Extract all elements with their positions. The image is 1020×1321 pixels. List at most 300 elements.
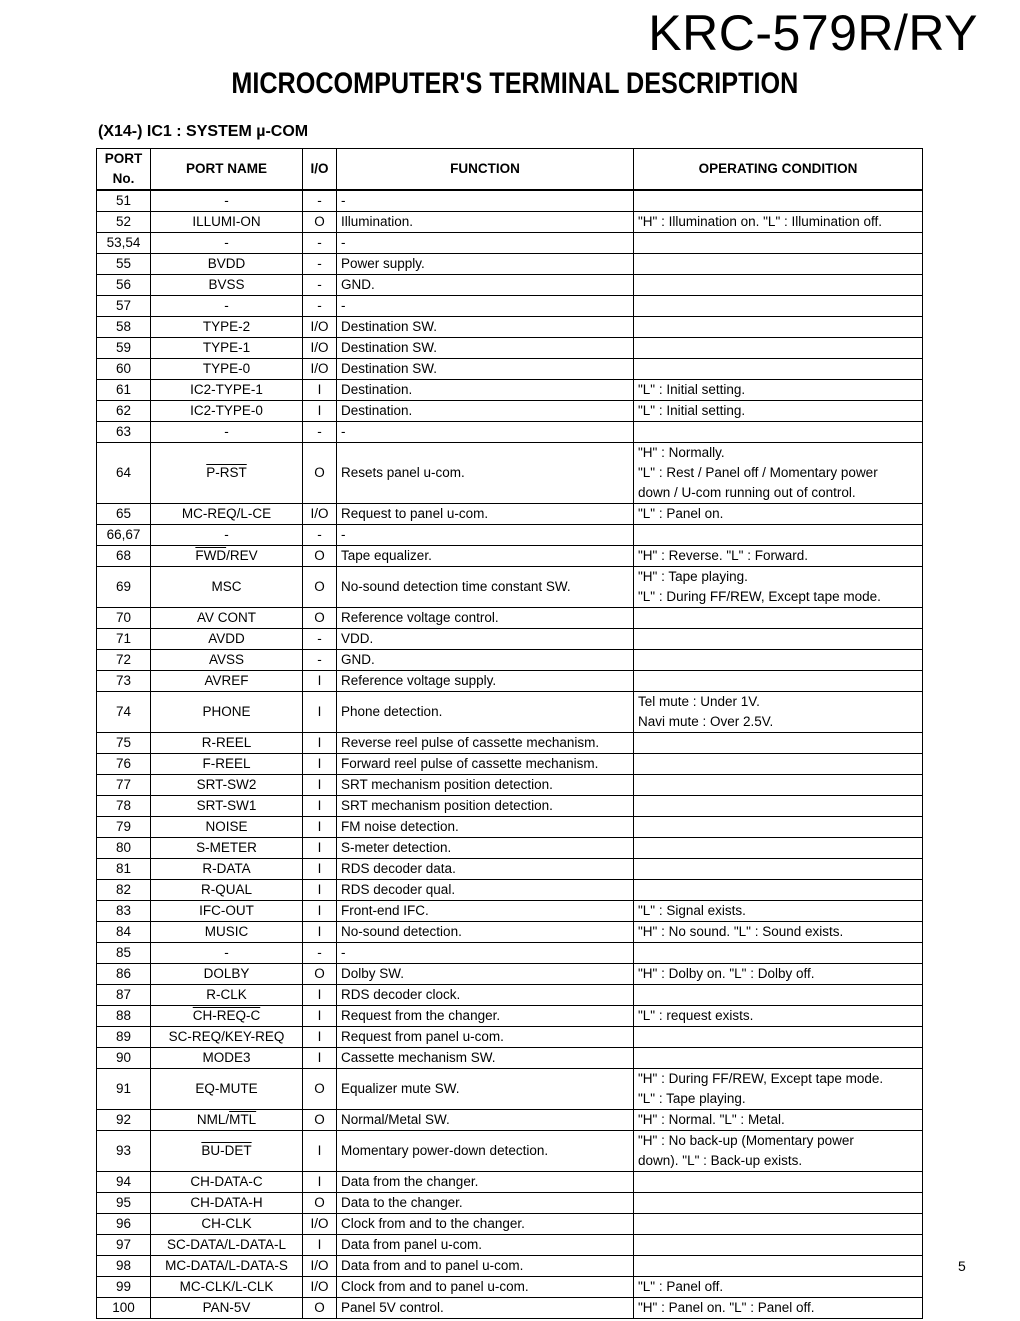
condition-line: "H" : Dolby on. "L" : Dolby off. — [638, 966, 815, 981]
operating-condition-cell — [634, 296, 923, 317]
io-cell: I — [303, 671, 337, 692]
col-header-io: I/O — [303, 149, 337, 191]
function-cell: Panel 5V control. — [337, 1298, 634, 1319]
operating-condition-cell — [634, 275, 923, 296]
io-cell: O — [303, 443, 337, 504]
port-name-cell: MC-REQ/L-CE — [151, 504, 303, 525]
function-cell: Destination SW. — [337, 317, 634, 338]
operating-condition-cell — [634, 1298, 923, 1319]
port-no-cell: 91 — [97, 1069, 151, 1110]
function-cell: Normal/Metal SW. — [337, 1110, 634, 1131]
table-body — [97, 190, 923, 1319]
port-no-cell: 100 — [97, 1298, 151, 1319]
port-name-part: $\overline{FWD}$ — [195, 548, 227, 563]
port-name-cell: SRT-SW1 — [151, 796, 303, 817]
function-cell: VDD. — [337, 629, 634, 650]
port-no-cell: 63 — [97, 422, 151, 443]
table-row — [97, 422, 923, 443]
table-row — [97, 567, 923, 608]
table-row — [97, 692, 923, 733]
operating-condition-cell — [634, 546, 923, 567]
port-no-cell: 99 — [97, 1277, 151, 1298]
table-row — [97, 1027, 923, 1048]
table-row — [97, 943, 923, 964]
port-no-cell: 71 — [97, 629, 151, 650]
port-name-cell: MC-DATA/L-DATA-S — [151, 1256, 303, 1277]
condition-line: "H" : Normal. "L" : Metal. — [638, 1112, 785, 1127]
table-row — [97, 880, 923, 901]
function-cell: No-sound detection. — [337, 922, 634, 943]
port-no-cell: 82 — [97, 880, 151, 901]
port-no-cell: 88 — [97, 1006, 151, 1027]
col-header-operating-condition: OPERATING CONDITION — [634, 149, 923, 191]
operating-condition-cell — [634, 359, 923, 380]
function-cell: - — [337, 233, 634, 254]
io-cell: I — [303, 380, 337, 401]
operating-condition-cell — [634, 943, 923, 964]
io-cell: I — [303, 1027, 337, 1048]
function-cell: Equalizer mute SW. — [337, 1069, 634, 1110]
io-cell: I — [303, 1048, 337, 1069]
io-cell: - — [303, 650, 337, 671]
port-no-cell: 58 — [97, 317, 151, 338]
io-cell: O — [303, 964, 337, 985]
function-cell: Illumination. — [337, 212, 634, 233]
table-row — [97, 838, 923, 859]
function-cell: RDS decoder qual. — [337, 880, 634, 901]
io-cell: O — [303, 1110, 337, 1131]
port-no-cell: 78 — [97, 796, 151, 817]
operating-condition-cell — [634, 859, 923, 880]
port-no-cell: 86 — [97, 964, 151, 985]
condition-line: Tel mute : Under 1V. — [638, 694, 760, 709]
operating-condition-cell — [634, 422, 923, 443]
io-cell: O — [303, 608, 337, 629]
port-name-cell: R-REEL — [151, 733, 303, 754]
table-row — [97, 775, 923, 796]
io-cell: O — [303, 546, 337, 567]
port-name-cell: TYPE-0 — [151, 359, 303, 380]
operating-condition-cell — [634, 380, 923, 401]
table-row — [97, 608, 923, 629]
port-no-cell: 55 — [97, 254, 151, 275]
table-row — [97, 964, 923, 985]
function-cell: GND. — [337, 275, 634, 296]
function-cell: Data to the changer. — [337, 1193, 634, 1214]
io-cell: I/O — [303, 317, 337, 338]
io-cell: I — [303, 733, 337, 754]
condition-line: down). "L" : Back-up exists. — [638, 1153, 803, 1168]
port-name-cell: S-METER — [151, 838, 303, 859]
function-cell: Destination. — [337, 380, 634, 401]
table-row — [97, 922, 923, 943]
io-cell: - — [303, 525, 337, 546]
port-no-cell: 61 — [97, 380, 151, 401]
port-no-cell: 74 — [97, 692, 151, 733]
io-cell: - — [303, 296, 337, 317]
operating-condition-cell — [634, 233, 923, 254]
table-row — [97, 525, 923, 546]
operating-condition-cell — [634, 775, 923, 796]
port-name-cell: - — [151, 525, 303, 546]
port-name-cell: EQ-MUTE — [151, 1069, 303, 1110]
port-no-cell: 68 — [97, 546, 151, 567]
port-no-cell: 90 — [97, 1048, 151, 1069]
operating-condition-cell — [634, 443, 923, 504]
operating-condition-cell — [634, 608, 923, 629]
table-row — [97, 1006, 923, 1027]
condition-line: "H" : No sound. "L" : Sound exists. — [638, 924, 844, 939]
port-name-cell: F-REEL — [151, 754, 303, 775]
operating-condition-cell — [634, 1027, 923, 1048]
condition-line: "L" : Rest / Panel off / Momentary power — [638, 465, 878, 480]
condition-line: "H" : During FF/REW, Except tape mode. — [638, 1071, 884, 1086]
operating-condition-cell — [634, 838, 923, 859]
io-cell: I — [303, 859, 337, 880]
table-row — [97, 1069, 923, 1110]
port-name-cell: SRT-SW2 — [151, 775, 303, 796]
io-cell: O — [303, 567, 337, 608]
io-cell: - — [303, 233, 337, 254]
port-name-active-low: CH-REQ-C — [192, 1008, 261, 1023]
table-row — [97, 754, 923, 775]
operating-condition-cell — [634, 1235, 923, 1256]
table-row — [97, 671, 923, 692]
function-cell: Request to panel u-com. — [337, 504, 634, 525]
io-cell: - — [303, 254, 337, 275]
operating-condition-cell — [634, 629, 923, 650]
table-row — [97, 254, 923, 275]
port-no-cell: 60 — [97, 359, 151, 380]
table-row — [97, 1277, 923, 1298]
function-cell: Momentary power-down detection. — [337, 1131, 634, 1172]
port-name-cell: - — [151, 296, 303, 317]
table-row — [97, 1172, 923, 1193]
condition-line: "L" : Panel off. — [638, 1279, 724, 1294]
port-name-cell — [151, 1006, 303, 1027]
port-no-cell: 72 — [97, 650, 151, 671]
port-no-cell: 62 — [97, 401, 151, 422]
port-name-cell: R-QUAL — [151, 880, 303, 901]
port-name-cell: BVSS — [151, 275, 303, 296]
port-name-part: $\overline{MTL}$ — [229, 1112, 257, 1127]
condition-line: "L" : Signal exists. — [638, 903, 746, 918]
port-no-cell: 92 — [97, 1110, 151, 1131]
operating-condition-cell — [634, 817, 923, 838]
table-row — [97, 859, 923, 880]
operating-condition-cell — [634, 254, 923, 275]
function-cell: No-sound detection time constant SW. — [337, 567, 634, 608]
operating-condition-cell — [634, 901, 923, 922]
operating-condition-cell — [634, 212, 923, 233]
operating-condition-cell — [634, 1110, 923, 1131]
function-cell: FM noise detection. — [337, 817, 634, 838]
section-subtitle: (X14-) IC1 : SYSTEM µ-COM — [98, 123, 309, 140]
operating-condition-cell — [634, 985, 923, 1006]
io-cell: I — [303, 1235, 337, 1256]
port-name-cell: - — [151, 233, 303, 254]
operating-condition-cell — [634, 1172, 923, 1193]
function-cell: - — [337, 525, 634, 546]
function-cell: Clock from and to the changer. — [337, 1214, 634, 1235]
function-cell: Cassette mechanism SW. — [337, 1048, 634, 1069]
port-name-cell: CH-DATA-H — [151, 1193, 303, 1214]
function-cell: Destination SW. — [337, 338, 634, 359]
table-row — [97, 233, 923, 254]
function-cell: Phone detection. — [337, 692, 634, 733]
operating-condition-cell — [634, 338, 923, 359]
model-number: KRC-579R/RY — [648, 5, 978, 61]
port-name-cell: MODE3 — [151, 1048, 303, 1069]
function-cell: SRT mechanism position detection. — [337, 775, 634, 796]
operating-condition-cell — [634, 1256, 923, 1277]
operating-condition-cell — [634, 692, 923, 733]
port-name-cell: MUSIC — [151, 922, 303, 943]
port-name-cell: IFC-OUT — [151, 901, 303, 922]
port-no-cell: 95 — [97, 1193, 151, 1214]
port-name-part: REV — [229, 548, 258, 563]
operating-condition-cell — [634, 964, 923, 985]
port-no-cell: 81 — [97, 859, 151, 880]
io-cell: I — [303, 692, 337, 733]
operating-condition-cell — [634, 504, 923, 525]
table-row — [97, 190, 923, 212]
table-row — [97, 401, 923, 422]
port-no-cell: 57 — [97, 296, 151, 317]
port-name-cell: AVDD — [151, 629, 303, 650]
port-no-cell: 64 — [97, 443, 151, 504]
function-cell: Data from and to panel u-com. — [337, 1256, 634, 1277]
condition-line: "H" : No back-up (Momentary power — [638, 1133, 854, 1148]
col-header-port-no: PORT No. — [97, 149, 151, 191]
port-no-cell: 56 — [97, 275, 151, 296]
table-row — [97, 629, 923, 650]
function-cell: Resets panel u-com. — [337, 443, 634, 504]
table-row — [97, 1110, 923, 1131]
condition-line: "H" : Reverse. "L" : Forward. — [638, 548, 808, 563]
port-no-cell: 73 — [97, 671, 151, 692]
operating-condition-cell — [634, 401, 923, 422]
table-row — [97, 380, 923, 401]
io-cell: I — [303, 1131, 337, 1172]
table-row — [97, 733, 923, 754]
port-name-active-low: BU-DET — [201, 1143, 252, 1158]
port-name-cell: ILLUMI-ON — [151, 212, 303, 233]
port-name-cell: $\overline{FWD}$/REV — [151, 546, 303, 567]
io-cell: I/O — [303, 359, 337, 380]
port-no-cell: 59 — [97, 338, 151, 359]
port-name-cell: DOLBY — [151, 964, 303, 985]
function-cell: Reverse reel pulse of cassette mechanism. — [337, 733, 634, 754]
condition-line: "H" : Panel on. "L" : Panel off. — [638, 1300, 815, 1315]
condition-line: "H" : Tape playing. — [638, 569, 748, 584]
function-cell: Request from panel u-com. — [337, 1027, 634, 1048]
table-row — [97, 317, 923, 338]
table-row — [97, 1048, 923, 1069]
function-cell: Reference voltage supply. — [337, 671, 634, 692]
operating-condition-cell — [634, 1048, 923, 1069]
port-name-cell: PAN-5V — [151, 1298, 303, 1319]
port-name-cell: SC-DATA/L-DATA-L — [151, 1235, 303, 1256]
io-cell: I/O — [303, 1277, 337, 1298]
port-no-cell: 87 — [97, 985, 151, 1006]
operating-condition-cell — [634, 1277, 923, 1298]
port-no-cell: 52 — [97, 212, 151, 233]
io-cell: I/O — [303, 1256, 337, 1277]
port-name-cell: CH-DATA-C — [151, 1172, 303, 1193]
io-cell: - — [303, 629, 337, 650]
operating-condition-cell — [634, 317, 923, 338]
function-cell: SRT mechanism position detection. — [337, 796, 634, 817]
table-row — [97, 443, 923, 504]
port-no-cell: 77 — [97, 775, 151, 796]
table-row — [97, 359, 923, 380]
port-name-cell — [151, 1131, 303, 1172]
operating-condition-cell — [634, 1069, 923, 1110]
function-cell: Forward reel pulse of cassette mechanism. — [337, 754, 634, 775]
table-row — [97, 1214, 923, 1235]
function-cell: Destination. — [337, 401, 634, 422]
operating-condition-cell — [634, 733, 923, 754]
condition-line: "H" : Illumination on. "L" : Illumination off. — [638, 214, 883, 229]
port-name-cell: NML/$\overline{MTL}$ — [151, 1110, 303, 1131]
port-no-cell: 80 — [97, 838, 151, 859]
port-name-cell: - — [151, 422, 303, 443]
function-cell: Clock from and to panel u-com. — [337, 1277, 634, 1298]
table-row — [97, 1235, 923, 1256]
condition-line: "L" : Tape playing. — [638, 1091, 746, 1106]
port-no-cell: 51 — [97, 190, 151, 212]
condition-line: "L" : During FF/REW, Except tape mode. — [638, 589, 881, 604]
port-no-cell: 84 — [97, 922, 151, 943]
port-no-cell: 75 — [97, 733, 151, 754]
io-cell: I — [303, 796, 337, 817]
table-row — [97, 546, 923, 567]
function-cell: Data from the changer. — [337, 1172, 634, 1193]
function-cell: S-meter detection. — [337, 838, 634, 859]
operating-condition-cell — [634, 190, 923, 212]
function-cell: Data from panel u-com. — [337, 1235, 634, 1256]
port-no-cell: 79 — [97, 817, 151, 838]
operating-condition-cell — [634, 1131, 923, 1172]
table-row — [97, 1193, 923, 1214]
io-cell: I/O — [303, 504, 337, 525]
table-row — [97, 296, 923, 317]
port-no-cell: 66,67 — [97, 525, 151, 546]
port-name-cell: BVDD — [151, 254, 303, 275]
condition-line: "L" : Panel on. — [638, 506, 724, 521]
condition-line: "L" : request exists. — [638, 1008, 754, 1023]
function-cell: Power supply. — [337, 254, 634, 275]
io-cell: I — [303, 754, 337, 775]
io-cell: O — [303, 1193, 337, 1214]
port-no-cell: 96 — [97, 1214, 151, 1235]
operating-condition-cell — [634, 671, 923, 692]
port-name-cell: AVREF — [151, 671, 303, 692]
port-name-cell: - — [151, 943, 303, 964]
port-no-cell: 65 — [97, 504, 151, 525]
operating-condition-cell — [634, 796, 923, 817]
function-cell: Destination SW. — [337, 359, 634, 380]
io-cell: O — [303, 1298, 337, 1319]
port-no-cell: 98 — [97, 1256, 151, 1277]
table-row — [97, 650, 923, 671]
port-name-cell: AVSS — [151, 650, 303, 671]
function-cell: GND. — [337, 650, 634, 671]
port-name-cell: TYPE-1 — [151, 338, 303, 359]
port-name-cell: TYPE-2 — [151, 317, 303, 338]
port-no-cell: 97 — [97, 1235, 151, 1256]
port-name-cell: - — [151, 190, 303, 212]
function-cell: Reference voltage control. — [337, 608, 634, 629]
condition-line: down / U-com running out of control. — [638, 485, 856, 500]
port-no-cell: 93 — [97, 1131, 151, 1172]
table-row — [97, 901, 923, 922]
port-no-cell: 70 — [97, 608, 151, 629]
io-cell: I — [303, 880, 337, 901]
port-no-cell: 53,54 — [97, 233, 151, 254]
port-name-active-low: P-RST — [206, 465, 247, 480]
function-cell: RDS decoder data. — [337, 859, 634, 880]
operating-condition-cell — [634, 650, 923, 671]
port-name-cell: IC2-TYPE-1 — [151, 380, 303, 401]
port-name-cell: IC2-TYPE-0 — [151, 401, 303, 422]
io-cell: I — [303, 985, 337, 1006]
page-title: MICROCOMPUTER'S TERMINAL DESCRIPTION — [231, 67, 799, 100]
io-cell: I/O — [303, 338, 337, 359]
port-name-cell: MSC — [151, 567, 303, 608]
operating-condition-cell — [634, 525, 923, 546]
operating-condition-cell — [634, 567, 923, 608]
io-cell: I — [303, 838, 337, 859]
port-no-cell: 83 — [97, 901, 151, 922]
io-cell: I — [303, 401, 337, 422]
function-cell: RDS decoder clock. — [337, 985, 634, 1006]
port-no-cell: 69 — [97, 567, 151, 608]
operating-condition-cell — [634, 1006, 923, 1027]
function-cell: - — [337, 296, 634, 317]
port-name-cell: PHONE — [151, 692, 303, 733]
col-header-function: FUNCTION — [337, 149, 634, 191]
function-cell: Tape equalizer. — [337, 546, 634, 567]
table-header — [97, 149, 923, 191]
operating-condition-cell — [634, 880, 923, 901]
io-cell: O — [303, 1069, 337, 1110]
table-row — [97, 338, 923, 359]
port-name-cell: MC-CLK/L-CLK — [151, 1277, 303, 1298]
io-cell: O — [303, 212, 337, 233]
io-cell: I/O — [303, 1214, 337, 1235]
table-row — [97, 796, 923, 817]
io-cell: - — [303, 422, 337, 443]
table-row — [97, 1256, 923, 1277]
port-name-cell: AV CONT — [151, 608, 303, 629]
operating-condition-cell — [634, 922, 923, 943]
io-cell: I — [303, 817, 337, 838]
port-no-cell: 94 — [97, 1172, 151, 1193]
condition-line: "L" : Initial setting. — [638, 382, 746, 397]
port-name-cell — [151, 443, 303, 504]
io-cell: I — [303, 901, 337, 922]
function-cell: Dolby SW. — [337, 964, 634, 985]
table-row — [97, 985, 923, 1006]
port-name-cell: NOISE — [151, 817, 303, 838]
io-cell: I — [303, 1006, 337, 1027]
io-cell: I — [303, 922, 337, 943]
function-cell: Front-end IFC. — [337, 901, 634, 922]
page-number: 5 — [958, 1258, 966, 1274]
operating-condition-cell — [634, 754, 923, 775]
